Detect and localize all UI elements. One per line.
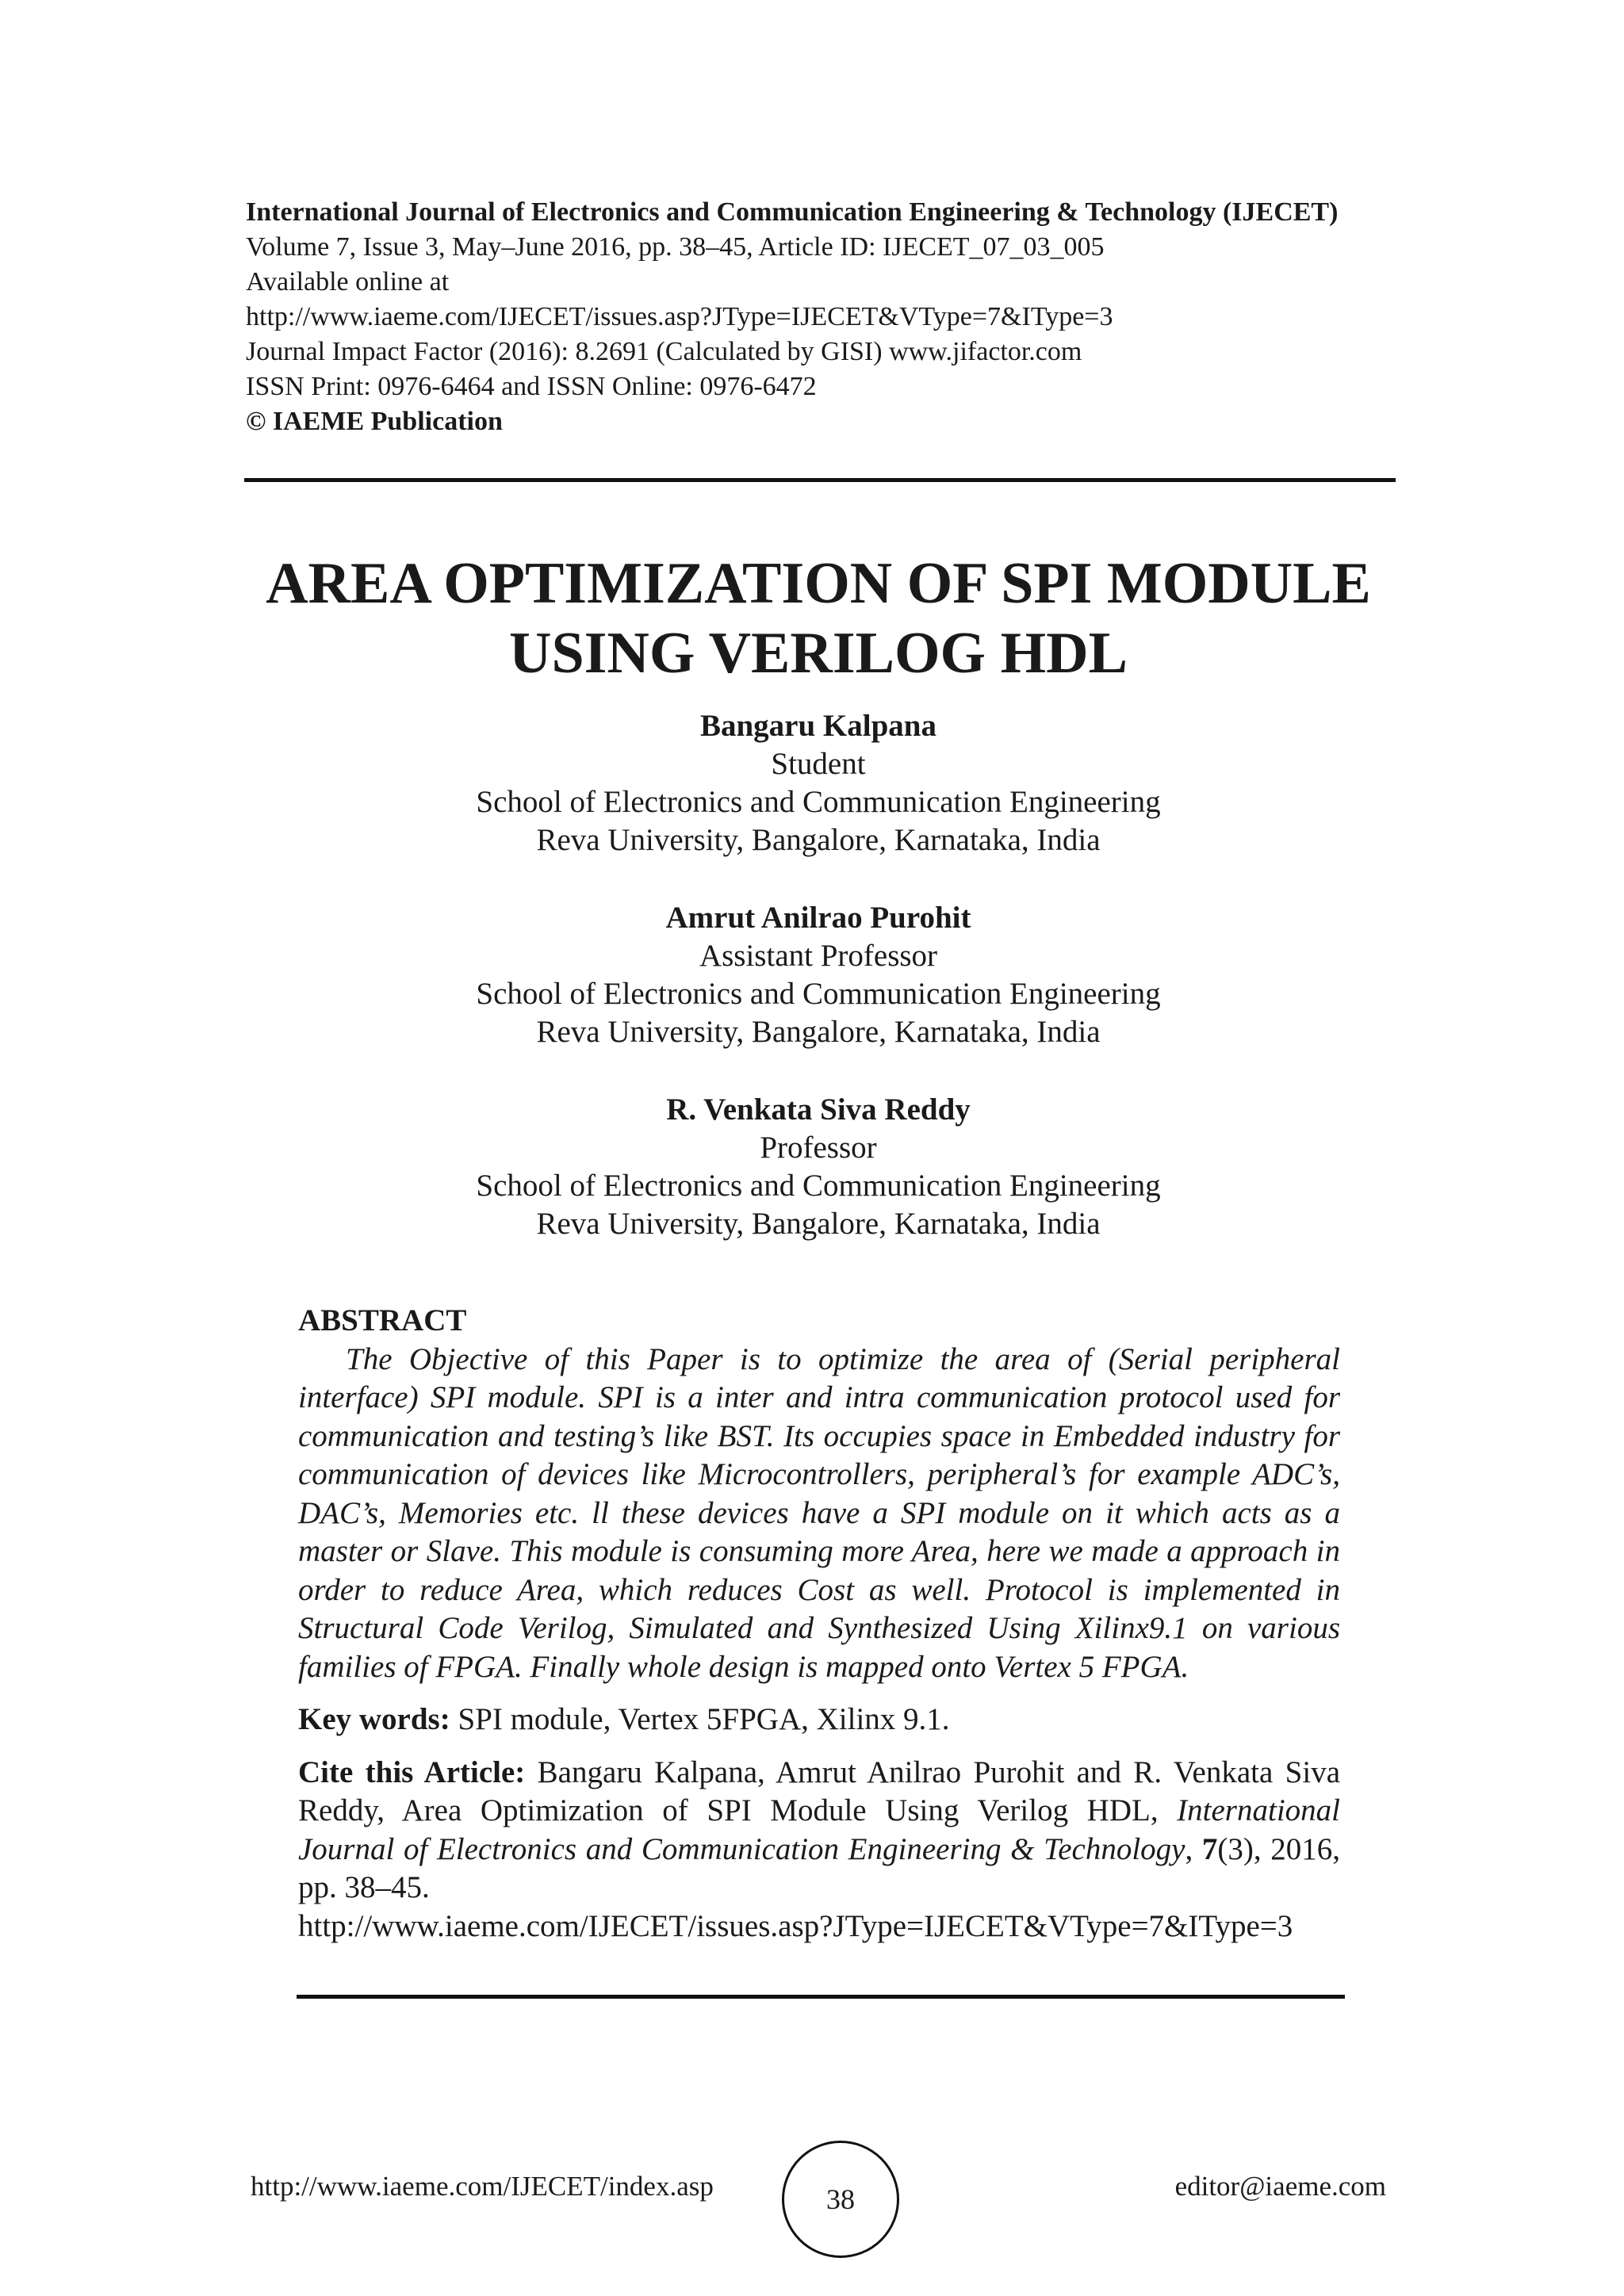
citation-journal: International Journal of Electronics and Communication Engineering & Technology (298, 1793, 1340, 1866)
author-role: Professor (760, 1131, 877, 1165)
citation-rest: (3), 2016, pp. 38–45. (298, 1831, 1340, 1904)
citation-text: Bangaru Kalpana, Amrut Anilrao Purohit and R. Venkata Siva Reddy, Area Optimization of SPI Module Using Verilog HDL, (298, 1755, 1340, 1827)
author-role: Assistant Professor (699, 939, 938, 973)
header-divider (244, 478, 1396, 482)
author-block (238, 707, 1399, 859)
abstract-section (298, 1302, 1340, 1946)
footer-email-link[interactable]: editor@iaeme.com (1174, 2171, 1386, 2202)
available-online-line: Available online at (246, 267, 450, 297)
author-university: Reva University, Bangalore, Karnataka, India (536, 1207, 1101, 1241)
author-role: Student (771, 747, 866, 781)
author-name: Amrut Anilrao Purohit (665, 901, 971, 935)
publisher-line: © IAEME Publication (246, 407, 503, 436)
journal-header (246, 195, 1396, 439)
author-list (238, 707, 1399, 1283)
page-footer (0, 2141, 1624, 2236)
abstract-text: The Objective of this Paper is to optimize the area of (Serial peripheral interface) SPI module. SPI is a inter and intra communication protocol used for communication and testing’s like BST. Its occupies space in Embedded industry for communication of devices like Microcontrollers, peripheral’s for example ADC’s, DAC’s, Memories etc. ll these devices have a SPI module on it which acts as a master or Slave. This module is consuming more Area, here we made a approach in order to reduce Area, which reduces Cost as well. Protocol is implemented in Structural Code Verilog, Simulated and Synthesized Using Xilinx9.1 on various families of FPGA. Finally whole design is mapped onto Vertex 5 FPGA. (298, 1341, 1340, 1684)
journal-name: International Journal of Electronics and Communication Engineering & Technology (IJECET) (246, 197, 1339, 227)
footer-url-link[interactable]: http://www.iaeme.com/IJECET/index.asp (251, 2171, 714, 2202)
issn-line: ISSN Print: 0976-6464 and ISSN Online: 0976-6472 (246, 372, 817, 401)
paper-title (238, 549, 1399, 688)
author-university: Reva University, Bangalore, Karnataka, India (536, 823, 1101, 857)
citation (298, 1754, 1340, 1946)
author-name: Bangaru Kalpana (699, 709, 936, 743)
keywords (298, 1701, 1340, 1739)
author-school: School of Electronics and Communication Engineering (476, 785, 1161, 819)
abstract-heading: ABSTRACT (298, 1303, 467, 1337)
issue-url-link[interactable]: http://www.iaeme.com/IJECET/issues.asp?JType=IJECET&VType=7&IType=3 (246, 302, 1113, 331)
author-university: Reva University, Bangalore, Karnataka, India (536, 1015, 1101, 1049)
title-line-1: AREA OPTIMIZATION OF SPI MODULE (266, 551, 1371, 616)
author-school: School of Electronics and Communication Engineering (476, 1169, 1161, 1203)
author-block (238, 1091, 1399, 1243)
citation-url-link[interactable]: http://www.iaeme.com/IJECET/issues.asp?JType=IJECET&VType=7&IType=3 (298, 1908, 1293, 1943)
impact-factor-line: Journal Impact Factor (2016): 8.2691 (Calculated by GISI) www.jifactor.com (246, 337, 1082, 366)
abstract-divider (297, 1995, 1345, 1999)
title-line-2: USING VERILOG HDL (509, 621, 1128, 686)
keywords-text: SPI module, Vertex 5FPGA, Xilinx 9.1. (450, 1702, 950, 1736)
author-school: School of Electronics and Communication Engineering (476, 977, 1161, 1011)
citation-comma: , (1185, 1831, 1202, 1866)
citation-label: Cite this Article: (298, 1755, 526, 1789)
author-name: R. Venkata Siva Reddy (666, 1093, 971, 1127)
author-block (238, 899, 1399, 1051)
citation-volume: 7 (1201, 1831, 1218, 1866)
keywords-label: Key words: (298, 1702, 450, 1736)
page-number: 38 (782, 2141, 899, 2258)
volume-line: Volume 7, Issue 3, May–June 2016, pp. 38–45, Article ID: IJECET_07_03_005 (246, 232, 1105, 262)
